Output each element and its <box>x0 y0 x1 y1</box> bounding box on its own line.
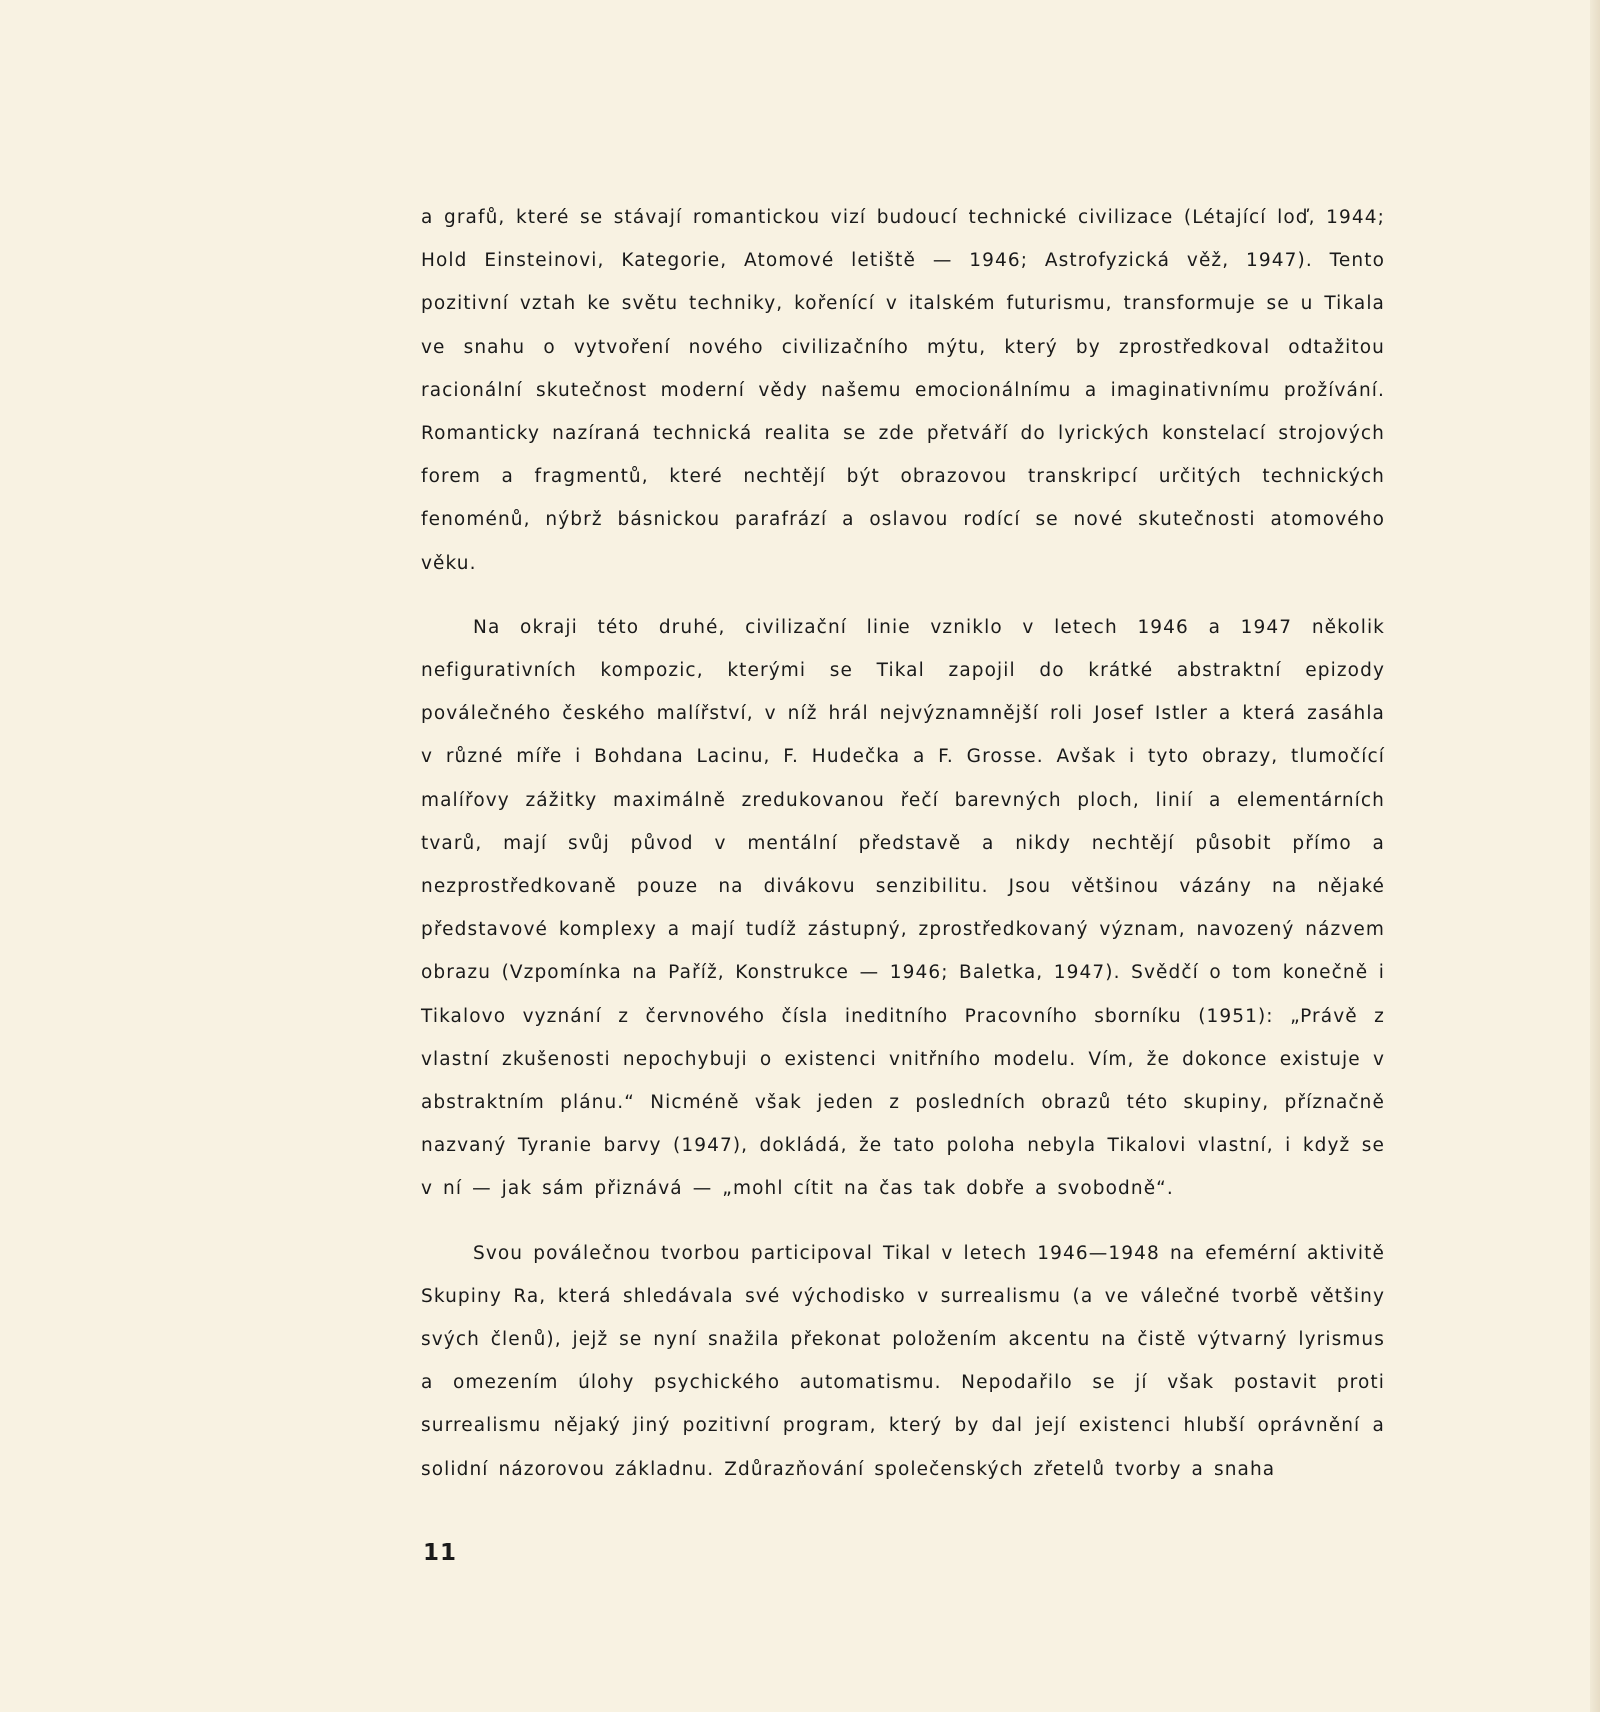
page-edge <box>1590 0 1600 1712</box>
paragraph-abstract-episode: Na okraji této druhé, civilizační linie vzniklo v letech 1946 a 1947 několik nefigurativních kompozic, kterými se Tikal zapojil do krátké abstraktní epizody poválečného českého malířství, v níž hrál nejvýznamnější roli Josef Istler a která zasáhla v různé míře i Bohdana Lacinu, F. Hudečka a F. Grosse. Avšak i tyto obrazy, tlumočící malířovy zážitky maximálně zredukovanou řečí barevných ploch, linií a elementárních tvarů, mají svůj původ v mentální představě a nikdy nechtějí působit přímo a nezprostředkovaně pouze na divákovu senzibilitu. Jsou většinou vázány na nějaké představové komplexy a mají tudíž zástupný, zprostředkovaný význam, navozený názvem obrazu (Vzpomínka na Paříž, Konstrukce — 1946; Baletka, 1947). Svědčí o tom konečně i Tikalovo vyznání z červnového čísla ineditního Pracovního sborníku (1951): „Právě z vlastní zkušenosti nepochybuji o existenci vnitřního modelu. Vím, že dokonce existuje v abstraktním plánu.“ Nicméně však jeden z posledních obrazů této skupiny, příznačně nazvaný Tyranie barvy (1947), dokládá, že tato poloha nebyla Tikalovi vlastní, i když se v ní — jak sám přiznává — „mohl cítit na čas tak dobře a svobodně“. <box>421 616 1385 1200</box>
body-text <box>421 196 1385 1491</box>
paragraph-skupina-ra: Svou poválečnou tvorbou participoval Tikal v letech 1946—1948 na efemérní aktivitě Skupiny Ra, která shledávala své východisko v surrealismu (a ve válečné tvorbě většiny svých členů), jejž se nyní snažila překonat položením akcentu na čistě výtvarný lyrismus a omezením úlohy psychického automatismu. Nepodařilo se jí však postavit proti surrealismu nějaký jiný pozitivní program, který by dal její existenci hlubší oprávnění a solidní názorovou základnu. Zdůrazňování společenských zřetelů tvorby a snaha <box>421 1242 1385 1480</box>
page-number: 11 <box>423 1540 458 1566</box>
paragraph-continuation: a grafů, které se stávají romantickou vizí budoucí technické civilizace (Létající loď, 1944; Hold Einsteinovi, Kategorie, Atomové letiště — 1946; Astrofyzická věž, 1947). Tento pozitivní vztah ke světu techniky, kořenící v italském futurismu, transformuje se u Tikala ve snahu o vytvoření nového civilizačního mýtu, který by zprostředkoval odtažitou racionální skutečnost moderní vědy našemu emocionálnímu a imaginativnímu prožívání. Romanticky nazíraná technická realita se zde přetváří do lyrických konstelací strojových forem a fragmentů, které nechtějí být obrazovou transkripcí určitých technických fenoménů, nýbrž básnickou parafrází a oslavou rodící se nové skutečnosti atomového věku. <box>421 207 1385 574</box>
